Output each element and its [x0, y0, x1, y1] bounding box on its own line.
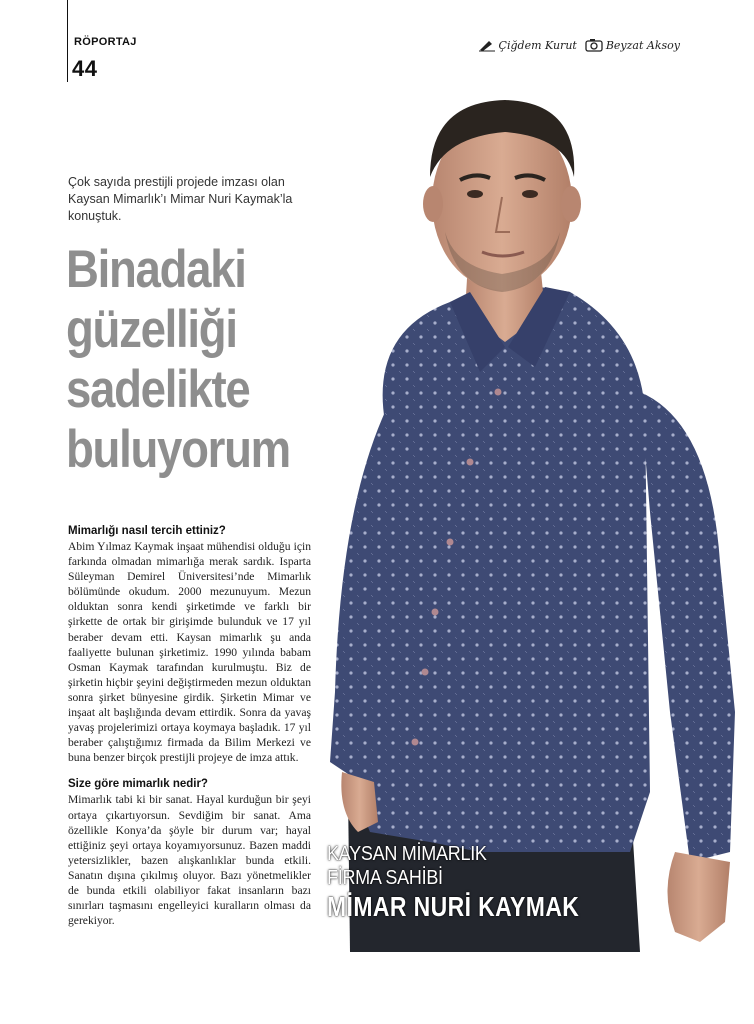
question-1: Mimarlığı nasıl tercih ettiniz? — [68, 525, 226, 537]
portrait-photo — [330, 92, 750, 952]
intro-text: Çok sayıda prestijli projede imzası olan Kaysan Mimarlık’ı Mimar Nuri Kaymak’la konuştuk. — [68, 175, 293, 223]
bylines — [478, 38, 680, 52]
page-number: 44 — [72, 56, 98, 81]
answer-2: Mimarlık tabi ki bir sanat. Hayal kurduğun bir şeyi ortaya çıkartıyorsun. Sevdiğim bir sanat. Ama özellikle Konya’da şöyle bir durum var; hayal ettiğiniz şeyi ortaya koyamıyorsunuz. Bazen maddi yetersizlikler, bazen alışkanlıklar bunda etkili. Sanatın dışına çıkılmış oluyor. Bazı yönetmelikler de bunda etkili olabiliyor fakat insanların bazı sınırları taşmasını engelleyici kuralların olması da gerekiyor. — [68, 793, 311, 928]
headline-line: Binadaki — [66, 240, 246, 299]
question-2: Size göre mimarlık nedir? — [68, 778, 208, 791]
header-rule — [67, 0, 68, 82]
photo-caption — [327, 842, 635, 924]
headline-line: buluyorum — [66, 420, 290, 479]
caption-company: KAYSAN MİMARLIK — [327, 843, 487, 865]
byline-photographer-name: Beyzat Aksoy — [605, 38, 680, 52]
headline — [66, 240, 324, 480]
pen-icon — [478, 38, 496, 52]
section-label: RÖPORTAJ — [74, 36, 137, 48]
headline-line: sadelikte — [66, 360, 250, 419]
byline-writer-name: Çiğdem Kurut — [498, 38, 577, 52]
article-body — [68, 524, 311, 940]
byline-photographer — [585, 38, 680, 52]
camera-icon — [585, 38, 603, 52]
caption-name: MİMAR NURİ KAYMAK — [327, 891, 580, 922]
byline-writer — [478, 38, 577, 52]
answer-1: Abim Yılmaz Kaymak inşaat mühendisi olduğu için farkında olmadan mimarlığa merak sardık. Isparta Süleyman Demirel Üniversitesi’nde Mimarlık bölümünde okudum. 2000 mezunuyum. Mezun olduktan sonra kendi şirketimde ve farklı bir şirkette de ortak bir girişimde bulunduk ve 17 yıl beraber devam etti. Kaysan mimarlık şu anda faaliyette bulunan şirketimiz. 1990 yılında babam Osman Kaymak tarafından kurulmuştu. Biz de şirketin hiçbir şeyini değiştirmeden mezun olduktan sonra şirket bünyesine girdik. Şirketin Mimar ve inşaat alt başlığında devam ettirdik. Sonra da yavaş yavaş projelerimizi ortaya koymaya başladık. 17 yıl beraber çalıştığımız firmada da Bilim Merkezi ve buna benzer birçok prestijli projeye de imza attık. — [68, 540, 311, 765]
headline-line: güzelliği — [66, 300, 237, 359]
caption-role: FİRMA SAHİBİ — [327, 867, 443, 889]
